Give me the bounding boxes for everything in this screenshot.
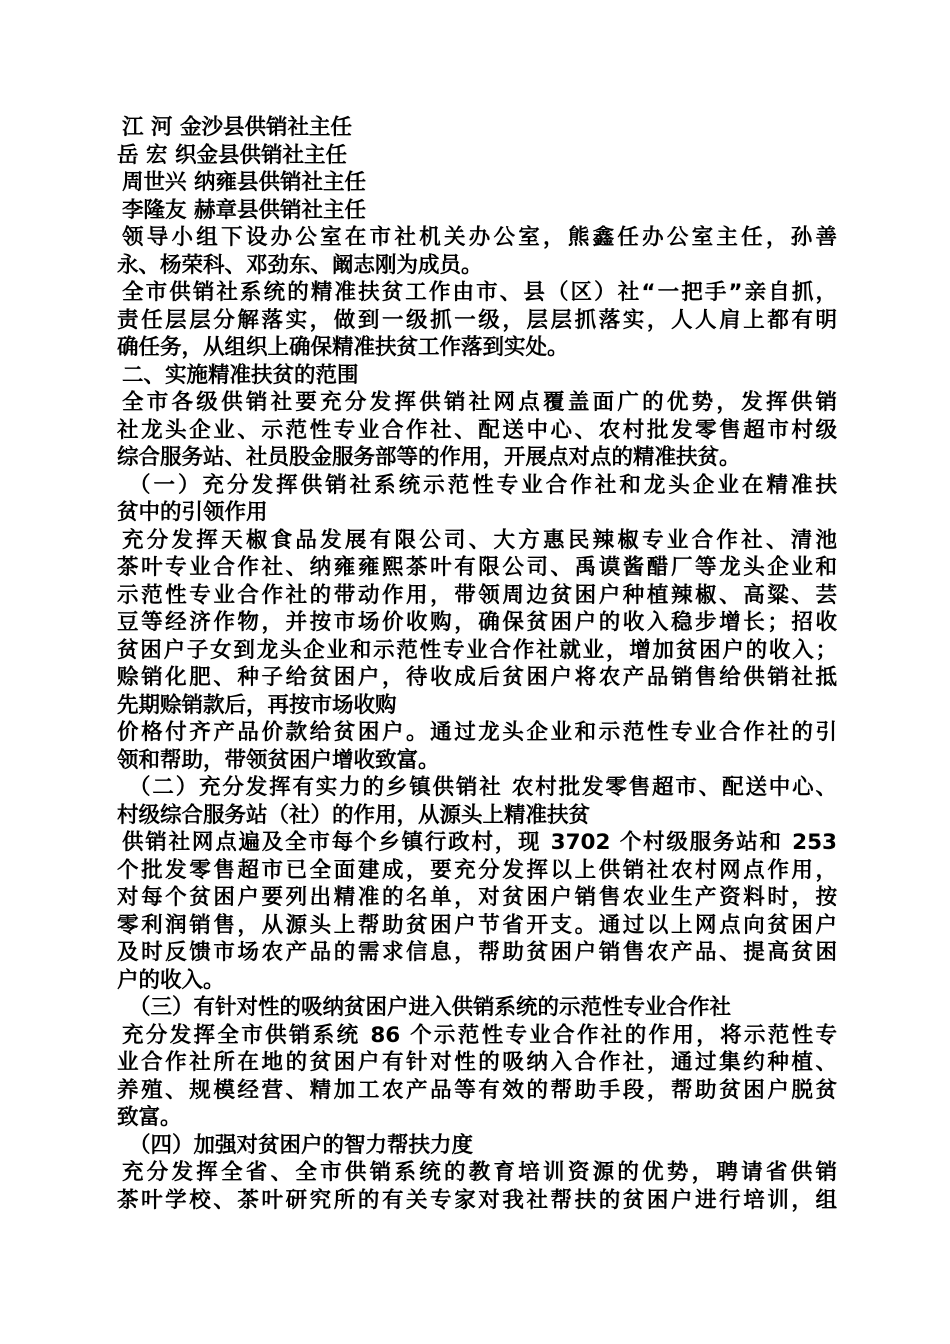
text-line: 全市供销社系统的精准扶贫工作由市、县（区）社“一把手”亲自抓， [122,280,837,305]
text-line: 领和帮助，带领贫困户增收致富。 [117,747,440,773]
text-line: 户的收入。 [117,967,225,993]
text-line: 赊销化肥、种子给贫困户，待收成后贫困户将农产品销售给供销社抵 [117,665,837,690]
text-line: 综合服务站、社员股金服务部等的作用，开展点对点的精准扶贫。 [117,445,741,470]
text-line: 全市各级供销社要充分发挥供销社网点覆盖面广的优势，发挥供销 [122,390,837,415]
text-line: 个批发零售超市已全面建成，要充分发挥以上供销社农村网点作用， [117,857,837,883]
subsection-heading: （二）充分发挥有实力的乡镇供销社 农村批发零售超市、配送中心、 [129,775,837,800]
text-line: 价格付齐产品价款给贫困户。通过龙头企业和示范性专业合作社的引 [117,720,837,745]
text-line: 供销社网点遍及全市每个乡镇行政村，现 3702 个村级服务站和 253 [122,830,837,855]
subsection-heading: （四）加强对贫困户的智力帮扶力度 [129,1132,474,1158]
text-line: 社龙头企业、示范性专业合作社、配送中心、农村批发零售超市村级 [117,417,837,443]
text-line: 充分发挥全省、全市供销系统的教育培训资源的优势，聘请省供销 [122,1160,837,1185]
section-heading: 二、实施精准扶贫的范围 [122,362,359,388]
text-line: 及时反馈市场农产品的需求信息，帮助贫困户销售农产品、提高贫困 [117,940,837,965]
text-line: 先期赊销款后，再按市场收购 [117,692,397,718]
text-line: 充分发挥全市供销系统 86 个示范性专业合作社的作用，将示范性专 [122,1022,837,1048]
text-line: 茶叶专业合作社、纳雍雍熙茶叶有限公司、禹谟酱醋厂等龙头企业和 [117,555,837,580]
document-body [117,114,837,1214]
text-line: 周世兴 纳雍县供销社主任 [122,170,366,195]
text-line: 贫中的引领作用 [117,500,268,525]
text-line: 零利润销售，从源头上帮助贫困户节省开支。通过以上网点向贫困户 [117,912,837,938]
text-line: 示范性专业合作社的带动作用，带领周边贫困户种植辣椒、高粱、芸 [117,582,837,608]
text-line: 对每个贫困户要列出精准的名单，对贫困户销售农业生产资料时，按 [117,885,837,910]
text-line: 确任务，从组织上确保精准扶贫工作落到实处。 [117,335,569,360]
text-line: 责任层层分解落实，做到一级抓一级，层层抓落实，人人肩上都有明 [117,307,837,333]
text-line: 业合作社所在地的贫困户有针对性的吸纳入合作社，通过集约种植、 [117,1050,837,1075]
subsection-heading: （一）充分发挥供销社系统示范性专业合作社和龙头企业在精准扶 [129,472,837,498]
text-line: 豆等经济作物，并按市场价收购，确保贫困户的收入稳步增长；招收 [117,610,837,635]
text-line: 村级综合服务站（社）的作用，从源头上精准扶贫 [117,802,591,828]
text-line: 养殖、规模经营、精加工农产品等有效的帮助手段，帮助贫困户脱贫 [117,1077,837,1103]
subsection-heading: （三）有针对性的吸纳贫困户进入供销系统的示范性专业合作社 [129,995,732,1020]
text-line: 岳 宏 织金县供销社主任 [117,142,347,168]
text-line: 致富。 [117,1105,182,1130]
text-line: 充分发挥天椒食品发展有限公司、大方惠民辣椒专业合作社、清池 [122,527,837,553]
text-line: 江 河 金沙县供销社主任 [122,115,352,140]
text-line: 茶叶学校、茶叶研究所的有关专家对我社帮扶的贫困户进行培训，组 [117,1187,837,1213]
text-line: 贫困户子女到龙头企业和示范性专业合作社就业，增加贫困户的收入； [117,637,837,663]
text-line: 永、杨荣科、邓劲东、阚志刚为成员。 [117,252,483,278]
text-line: 领导小组下设办公室在市社机关办公室，熊鑫任办公室主任，孙善 [122,225,837,250]
text-line: 李隆友 赫章县供销社主任 [122,197,366,223]
